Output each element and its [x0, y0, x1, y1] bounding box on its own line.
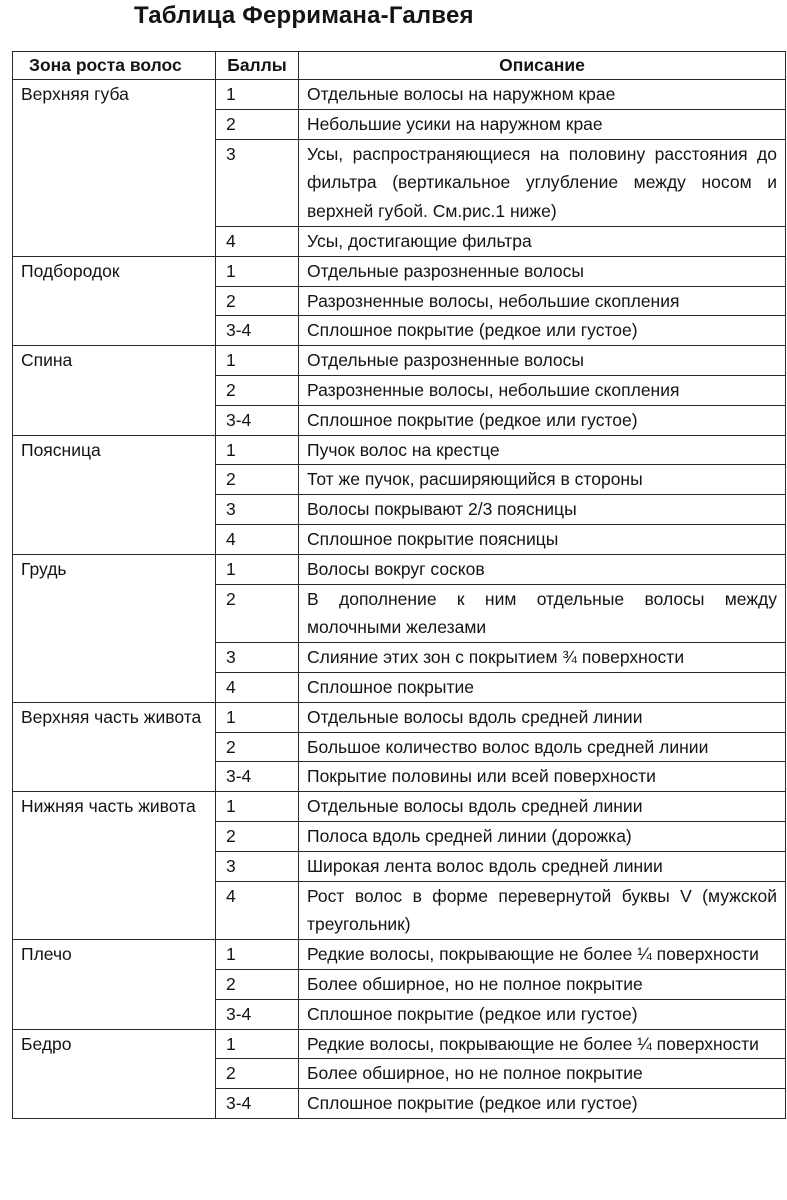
score-cell: 1	[216, 1029, 299, 1059]
zone-cell: Нижняя часть живота	[13, 792, 216, 940]
score-cell: 2	[216, 732, 299, 762]
description-cell: Сплошное покрытие	[299, 672, 786, 702]
description-cell: Небольшие усики на наружном крае	[299, 109, 786, 139]
header-zone: Зона роста волос	[13, 52, 216, 80]
zone-cell: Верхняя губа	[13, 80, 216, 257]
table-header-row	[13, 52, 786, 80]
score-cell: 2	[216, 969, 299, 999]
zone-cell: Плечо	[13, 940, 216, 1029]
description-cell: Сплошное покрытие (редкое или густое)	[299, 316, 786, 346]
score-cell: 3-4	[216, 405, 299, 435]
description-cell: Тот же пучок, расширяющийся в стороны	[299, 465, 786, 495]
score-cell: 1	[216, 554, 299, 584]
description-cell: Усы, достигающие фильтра	[299, 226, 786, 256]
score-cell: 2	[216, 465, 299, 495]
description-cell: Отдельные волосы вдоль средней линии	[299, 792, 786, 822]
description-cell: Редкие волосы, покрывающие не более ¼ поверхности	[299, 1029, 786, 1059]
description-cell: Сплошное покрытие (редкое или густое)	[299, 999, 786, 1029]
score-cell: 3-4	[216, 999, 299, 1029]
zone-cell: Верхняя часть живота	[13, 702, 216, 791]
table-row	[13, 256, 786, 286]
score-cell: 1	[216, 435, 299, 465]
score-cell: 2	[216, 821, 299, 851]
description-cell: Широкая лента волос вдоль средней линии	[299, 851, 786, 881]
score-cell: 4	[216, 524, 299, 554]
description-cell: Разрозненные волосы, небольшие скопления	[299, 286, 786, 316]
ferriman-gallwey-table	[12, 51, 786, 1119]
description-cell: Более обширное, но не полное покрытие	[299, 969, 786, 999]
description-cell: В дополнение к ним отдельные волосы между молочными железами	[299, 584, 786, 643]
zone-cell: Подбородок	[13, 256, 216, 345]
table-row	[13, 80, 786, 110]
score-cell: 1	[216, 346, 299, 376]
description-cell: Рост волос в форме перевернутой буквы V (мужской треугольник)	[299, 881, 786, 940]
description-cell: Усы, распространяющиеся на половину расстояния до фильтра (вертикальное углубление между носом и верхней губой. См.рис.1 ниже)	[299, 139, 786, 226]
header-description: Описание	[299, 52, 786, 80]
description-cell: Более обширное, но не полное покрытие	[299, 1059, 786, 1089]
score-cell: 2	[216, 584, 299, 643]
score-cell: 4	[216, 672, 299, 702]
score-cell: 2	[216, 109, 299, 139]
score-cell: 3	[216, 139, 299, 226]
table-row	[13, 346, 786, 376]
description-cell: Редкие волосы, покрывающие не более ¼ поверхности	[299, 940, 786, 970]
description-cell: Пучок волос на крестце	[299, 435, 786, 465]
table-row	[13, 702, 786, 732]
score-cell: 4	[216, 881, 299, 940]
score-cell: 2	[216, 1059, 299, 1089]
zone-cell: Спина	[13, 346, 216, 435]
score-cell: 1	[216, 80, 299, 110]
score-cell: 4	[216, 226, 299, 256]
description-cell: Большое количество волос вдоль средней линии	[299, 732, 786, 762]
score-cell: 3-4	[216, 316, 299, 346]
description-cell: Отдельные разрозненные волосы	[299, 346, 786, 376]
score-cell: 3-4	[216, 1089, 299, 1119]
description-cell: Волосы вокруг сосков	[299, 554, 786, 584]
header-score: Баллы	[216, 52, 299, 80]
table-body	[13, 80, 786, 1119]
description-cell: Сплошное покрытие (редкое или густое)	[299, 1089, 786, 1119]
zone-cell: Бедро	[13, 1029, 216, 1118]
score-cell: 3	[216, 643, 299, 673]
description-cell: Покрытие половины или всей поверхности	[299, 762, 786, 792]
description-cell: Отдельные волосы на наружном крае	[299, 80, 786, 110]
score-cell: 1	[216, 702, 299, 732]
score-cell: 1	[216, 792, 299, 822]
score-cell: 3-4	[216, 762, 299, 792]
zone-cell: Поясница	[13, 435, 216, 554]
score-cell: 2	[216, 286, 299, 316]
score-cell: 3	[216, 851, 299, 881]
page-title: Таблица Ферримана-Галвея	[134, 2, 474, 29]
table-row	[13, 435, 786, 465]
description-cell: Волосы покрывают 2/3 поясницы	[299, 495, 786, 525]
score-cell: 3	[216, 495, 299, 525]
score-cell: 1	[216, 940, 299, 970]
score-cell: 2	[216, 375, 299, 405]
description-cell: Полоса вдоль средней линии (дорожка)	[299, 821, 786, 851]
description-cell: Сплошное покрытие (редкое или густое)	[299, 405, 786, 435]
table-row	[13, 940, 786, 970]
table-row	[13, 792, 786, 822]
table-row	[13, 1029, 786, 1059]
description-cell: Отдельные волосы вдоль средней линии	[299, 702, 786, 732]
description-cell: Отдельные разрозненные волосы	[299, 256, 786, 286]
zone-cell: Грудь	[13, 554, 216, 702]
description-cell: Сплошное покрытие поясницы	[299, 524, 786, 554]
score-cell: 1	[216, 256, 299, 286]
description-cell: Слияние этих зон с покрытием ¾ поверхности	[299, 643, 786, 673]
table-row	[13, 554, 786, 584]
description-cell: Разрозненные волосы, небольшие скопления	[299, 375, 786, 405]
